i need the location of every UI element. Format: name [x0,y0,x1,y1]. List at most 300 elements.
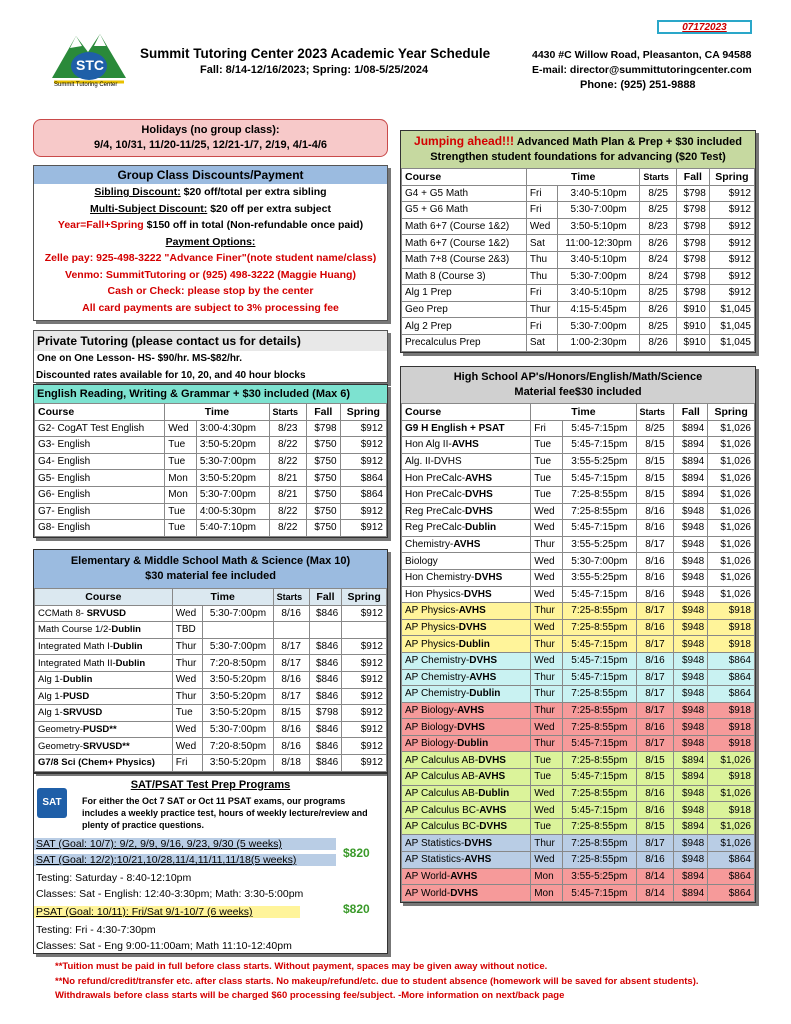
spring-price: $1,026 [708,752,755,769]
email: E-mail: director@summittutoringcenter.com [532,64,752,76]
course-start: 8/16 [636,802,674,819]
course-day: Thur [531,636,563,653]
spring-price: $912 [342,705,387,722]
course-day: Thur [531,735,563,752]
course-time: 5:45-7:15pm [563,652,636,669]
course-start: 8/16 [636,503,674,520]
course-time: 5:45-7:15pm [563,470,636,487]
course-prefix: Alg 1- [38,707,63,719]
course-name: G2- CogAT Test English [35,420,165,437]
private-title: Private Tutoring (please contact us for details) [34,331,387,351]
spring-price: $864 [708,885,755,902]
course-start: 8/17 [636,669,674,686]
col-time: Time [531,404,636,421]
course-prefix: AP Calculus AB- [405,771,479,783]
spring-price: $864 [708,652,755,669]
course-name [402,520,531,537]
course-name [402,735,531,752]
course-name: Alg 2 Prep [402,318,527,335]
phone: Phone: (925) 251-9888 [580,79,696,91]
course-time: 5:30-7:00pm [203,721,273,738]
contact-info [532,48,752,93]
course-prefix: Alg 1- [38,690,63,702]
course-time: 5:40-7:10pm [196,520,269,537]
course-time: 7:25-8:55pm [563,719,636,736]
course-day: TBD [172,622,203,639]
course-day: Thur [172,638,203,655]
course-prefix: AP Biology- [405,721,458,733]
spring-price: $912 [709,218,754,235]
highschool-title: High School AP's/Honors/English/Math/Science [453,371,703,383]
fall-price: $894 [674,420,708,437]
fall-price: $798 [676,235,709,252]
course-start: 8/25 [640,318,677,335]
course-day: Wed [172,721,203,738]
spring-price: $1,026 [708,486,755,503]
table-row [402,586,755,603]
address: 4430 #C Willow Road, Pleasanton, CA 94588 [532,49,752,61]
col-starts: Starts [269,404,306,421]
sat-description: For either the Oct 7 SAT or Oct 11 PSAT exams, our programs includes a weekly practice test, hours of weekly lecture/review and plenty of practice questions. [82,796,368,830]
discounts-box [33,165,388,321]
course-school: DVHS [474,572,503,584]
course-time: 5:45-7:15pm [563,520,636,537]
course-school: AVHS [453,539,481,551]
table-row [35,754,387,771]
holidays-box [33,119,388,157]
logo [48,26,130,88]
discounts-title: Group Class Discounts/Payment [34,166,387,184]
table-row [402,735,755,752]
course-name [402,752,531,769]
fall-price: $846 [309,754,342,771]
fall-price: $894 [674,453,708,470]
course-start: 8/16 [273,605,309,622]
fall-price: $948 [674,852,708,869]
spring-price: $912 [709,268,754,285]
course-time: 5:30-7:00pm [196,453,269,470]
course-start: 8/23 [269,420,306,437]
course-start: 8/25 [640,202,677,219]
course-start: 8/15 [636,769,674,786]
fall-price: $750 [306,437,340,454]
course-prefix: Reg PreCalc- [405,505,466,517]
venmo-info: Venmo: SummitTutoring or (925) 498-3222 (Maggie Huang) [65,268,356,281]
multi-text: $20 off per extra subject [210,202,331,215]
course-start: 8/26 [640,301,677,318]
course-start: 8/15 [636,818,674,835]
course-name [35,738,173,755]
col-fall: Fall [306,404,340,421]
course-prefix: AP Physics- [405,622,459,634]
course-day: Thur [172,655,203,672]
course-name [35,671,173,688]
table-row [402,536,755,553]
course-time: 7:25-8:55pm [563,503,636,520]
spring-price: $1,026 [708,553,755,570]
course-name [402,569,531,586]
course-name: Alg 1 Prep [402,285,527,302]
course-name [402,503,531,520]
course-school: DVHS [450,887,478,899]
course-name [35,655,173,672]
course-district: SRVUSD** [82,740,130,752]
course-day: Tue [531,818,563,835]
course-name [402,453,531,470]
course-prefix: AP Physics- [405,638,459,650]
fall-price [309,622,342,639]
spring-price: $918 [708,802,755,819]
page-title: Summit Tutoring Center 2023 Academic Year Schedule [140,46,491,61]
fall-price: $948 [674,686,708,703]
course-day: Thur [531,669,563,686]
elementary-subtitle: $30 material fee included [145,570,276,582]
table-row [402,868,755,885]
course-start: 8/22 [269,437,306,454]
spring-price: $1,026 [708,420,755,437]
course-district: SRVUSD [62,707,103,719]
table-row [402,669,755,686]
course-time: 3:50-5:10pm [557,218,640,235]
fall-price: $846 [309,738,342,755]
course-time: 7:25-8:55pm [563,852,636,869]
course-school: DVHS [457,721,485,733]
spring-price: $912 [342,738,387,755]
spring-price: $912 [342,655,387,672]
table-row [402,301,755,318]
fall-price: $750 [306,453,340,470]
spring-price: $1,026 [708,453,755,470]
table-row [402,802,755,819]
fall-price: $846 [309,605,342,622]
course-time: 7:25-8:55pm [563,486,636,503]
course-time: 4:15-5:45pm [557,301,640,318]
fall-price: $910 [676,318,709,335]
course-school: AVHS [458,605,486,617]
fall-price: $910 [676,334,709,351]
course-school: AVHS [457,704,485,716]
table-row [402,603,755,620]
course-start: 8/24 [640,251,677,268]
spring-price: $1,026 [708,437,755,454]
spring-price: $1,026 [708,536,755,553]
course-prefix: Reg PreCalc- [405,522,466,534]
fall-price: $948 [674,802,708,819]
course-name [402,719,531,736]
fall-price: $894 [674,769,708,786]
table-row [35,655,387,672]
course-start: 8/22 [269,520,306,537]
course-day: Thur [531,603,563,620]
course-start: 8/15 [273,705,309,722]
course-name [35,688,173,705]
fall-price: $798 [676,185,709,202]
table-row [402,470,755,487]
course-school: AVHS [450,870,478,882]
logo-text: STC [76,57,104,73]
english-title: English Reading, Writing & Grammar + $30 included (Max 6) [34,385,387,403]
course-time: 7:25-8:55pm [563,702,636,719]
table-row [402,520,755,537]
course-name [35,721,173,738]
course-school: DVHS [478,754,506,766]
course-start: 8/16 [273,738,309,755]
table-row [402,251,755,268]
table-row [402,268,755,285]
course-prefix: Biology [405,555,438,567]
table-row [402,569,755,586]
fall-price: $750 [306,503,340,520]
course-start: 8/17 [636,636,674,653]
course-school: AVHS [465,472,493,484]
spring-price: $912 [340,503,386,520]
course-start: 8/16 [636,785,674,802]
course-start: 8/16 [273,671,309,688]
course-start: 8/15 [636,486,674,503]
course-start: 8/21 [269,470,306,487]
course-start: 8/15 [636,453,674,470]
course-prefix: Hon PreCalc- [405,472,466,484]
spring-price: $1,026 [708,503,755,520]
table-row [35,688,387,705]
course-day: Mon [165,486,197,503]
elementary-header [34,550,387,588]
col-time: Time [165,404,269,421]
jump-table [401,168,755,352]
table-row [402,420,755,437]
course-prefix: AP World- [405,887,451,899]
table-row [35,486,387,503]
table-row [402,852,755,869]
term-dates: Fall: 8/14-12/16/2023; Spring: 1/08-5/25/2024 [200,64,429,76]
course-start: 8/16 [636,719,674,736]
fall-price: $894 [674,818,708,835]
course-start: 8/21 [269,486,306,503]
table-row [35,420,387,437]
course-day: Wed [172,605,203,622]
fall-price: $948 [674,719,708,736]
spring-price: $864 [708,852,755,869]
course-time: 5:45-7:15pm [563,802,636,819]
course-name: Math 8 (Course 3) [402,268,527,285]
course-start: 8/22 [269,503,306,520]
fall-price: $750 [306,486,340,503]
course-school: AVHS [451,439,479,451]
course-day: Wed [531,852,563,869]
course-district: Dublin [111,624,141,636]
course-day: Fri [172,754,203,771]
psat-testing: Testing: Fri - 4:30-7:30pm [36,924,156,936]
col-fall: Fall [309,589,342,606]
course-school: DVHS [469,655,498,667]
course-time: 3:40-5:10pm [557,285,640,302]
fall-price: $894 [674,470,708,487]
spring-price: $912 [709,185,754,202]
course-time: 5:30-7:00pm [557,318,640,335]
footer-line2: **No refund/credit/transfer etc. after class starts. No makeup/refund/etc. due to student absence (homework will be saved for absent students). Withdrawals before class starts will be charged $60 processing fee/subject. -More information on next/back page [55,975,699,1001]
course-prefix: AP Biology- [405,704,458,716]
highschool-section [400,366,756,903]
course-district: Dublin [62,674,93,686]
course-time [203,622,273,639]
course-day: Fri [526,318,557,335]
spring-price: $864 [708,868,755,885]
fall-price: $750 [306,520,340,537]
course-day: Wed [531,719,563,736]
course-school: AVHS [479,804,507,816]
sat-price: $820 [343,846,370,860]
course-start: 8/17 [636,536,674,553]
course-school: DVHS [465,489,493,501]
course-prefix: AP Statistics- [405,837,465,849]
course-day: Wed [531,586,563,603]
fall-price: $798 [309,705,342,722]
table-row [35,503,387,520]
course-start: 8/15 [636,437,674,454]
course-start: 8/24 [640,268,677,285]
spring-price: $912 [709,202,754,219]
course-day: Fri [526,202,557,219]
sat-session-2: SAT (Goal: 12/2):10/21,10/28,11/4,11/11,11/18(5 weeks) [34,854,336,866]
spring-price [342,622,387,639]
fall-price: $798 [676,268,709,285]
course-name [402,702,531,719]
course-name: G8- English [35,520,165,537]
course-day: Mon [531,868,563,885]
table-row [35,520,387,537]
course-day: Tue [531,453,563,470]
course-day: Wed [531,652,563,669]
fall-price: $948 [674,835,708,852]
course-day: Wed [531,802,563,819]
spring-price: $864 [340,470,386,487]
course-start: 8/16 [636,553,674,570]
jump-title: Advanced Math Plan & Prep + $30 included [514,136,742,148]
course-day: Sat [526,334,557,351]
fall-price: $948 [674,702,708,719]
col-time: Time [526,169,640,186]
year-label: Year=Fall+Spring [57,219,144,231]
col-fall: Fall [676,169,709,186]
course-time: 5:45-7:15pm [563,437,636,454]
table-row [402,334,755,351]
course-day: Wed [526,218,557,235]
elementary-title: Elementary & Middle School Math & Science (Max 10) [70,555,351,567]
spring-price: $912 [340,437,386,454]
course-name [402,586,531,603]
course-day: Wed [531,785,563,802]
course-day: Tue [531,486,563,503]
course-day: Thur [531,536,563,553]
course-name [402,536,531,553]
course-name: G4 + G5 Math [402,185,527,202]
course-name: G7- English [35,503,165,520]
spring-price: $918 [708,769,755,786]
fall-price: $948 [674,785,708,802]
table-row [402,453,755,470]
course-school: DVHS [458,622,487,634]
sat-testing: Testing: Saturday - 8:40-12:10pm [36,872,192,884]
course-prefix: CCMath 8- [38,607,87,619]
spring-price: $1,026 [708,470,755,487]
course-prefix: Chemistry- [405,539,454,551]
table-row [35,721,387,738]
course-day: Tue [165,520,197,537]
course-district: Dublin [115,657,146,669]
fall-price: $750 [306,470,340,487]
course-school: Dublin [457,738,489,750]
table-row [402,652,755,669]
fall-price: $894 [674,885,708,902]
spring-price: $1,026 [708,785,755,802]
course-time: 11:00-12:30pm [557,235,640,252]
course-prefix: AP Biology- [405,738,458,750]
course-start: 8/17 [636,603,674,620]
course-prefix: Hon Chemistry- [405,572,475,584]
course-district: SRVUSD [86,607,126,619]
course-start: 8/25 [640,285,677,302]
course-time: 7:25-8:55pm [563,603,636,620]
course-prefix: Geometry- [38,740,83,752]
course-time: 3:50-5:20pm [203,671,273,688]
course-prefix: Math Course 1/2- [38,624,112,636]
course-time: 5:45-7:15pm [563,669,636,686]
fall-price: $798 [676,202,709,219]
course-name [402,619,531,636]
table-row [35,671,387,688]
spring-price: $912 [342,688,387,705]
spring-price: $918 [708,735,755,752]
course-name [35,605,173,622]
course-day: Fri [526,185,557,202]
course-prefix: Integrated Math II- [38,657,116,669]
course-day: Wed [531,553,563,570]
course-prefix: Alg. II-DVHS [405,456,462,468]
spring-price: $912 [340,420,386,437]
sat-title: SAT/PSAT Test Prep Programs [130,779,291,791]
course-time: 7:25-8:55pm [563,818,636,835]
course-time: 7:25-8:55pm [563,835,636,852]
course-day: Thur [531,702,563,719]
table-row [402,835,755,852]
course-start: 8/23 [640,218,677,235]
spring-price: $912 [342,638,387,655]
fall-price: $894 [674,868,708,885]
course-time: 3:50-5:20pm [196,437,269,454]
course-school: Dublin [458,638,490,650]
spring-price: $1,026 [708,569,755,586]
course-start: 8/17 [273,655,309,672]
course-name [402,686,531,703]
private-line2: Discounted rates available for 10, 20, and 40 hour blocks [36,370,306,381]
course-school: DVHS [465,505,493,517]
course-name [402,420,531,437]
spring-price: $918 [708,702,755,719]
course-name [402,802,531,819]
course-prefix: AP Calculus AB- [405,754,479,766]
highschool-header [401,367,755,403]
course-day: Thu [526,251,557,268]
psat-session: PSAT (Goal: 10/11): Fri/Sat 9/1-10/7 (6 weeks) [34,906,300,918]
course-name [402,835,531,852]
course-name [402,603,531,620]
course-school: DVHS [463,588,492,600]
fall-price: $948 [674,669,708,686]
course-day: Tue [165,453,197,470]
course-name: G4- English [35,453,165,470]
course-start: 8/16 [636,619,674,636]
spring-price: $912 [709,235,754,252]
